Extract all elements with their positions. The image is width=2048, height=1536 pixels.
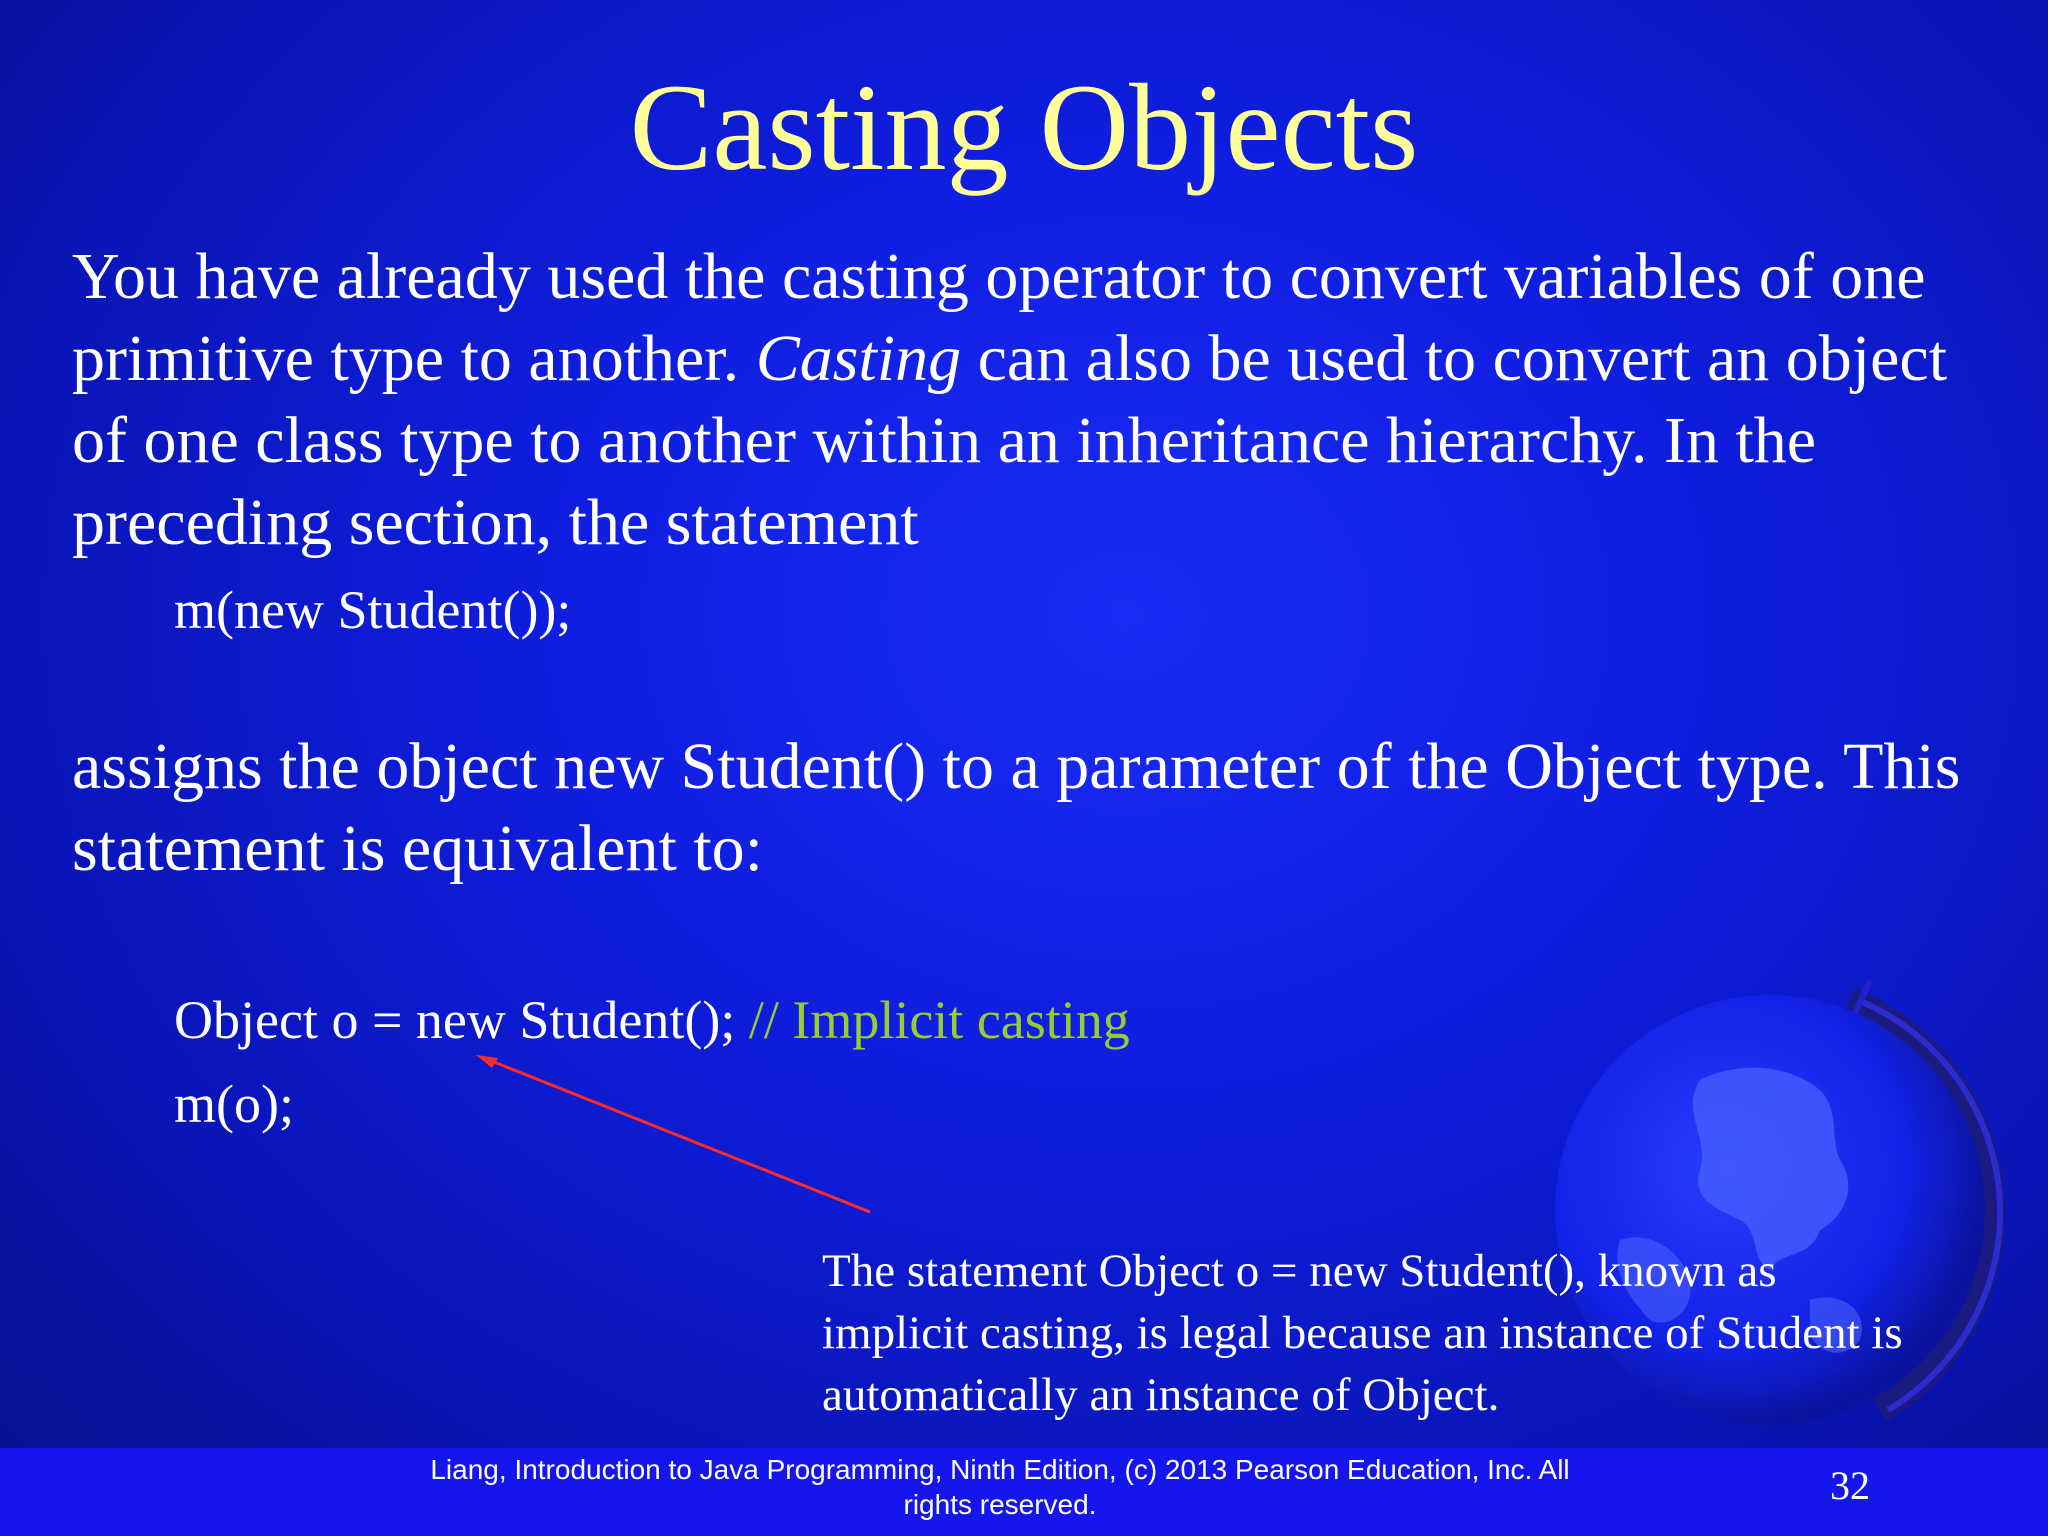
page-number: 32 bbox=[1830, 1463, 1870, 1508]
code-call-statement: m(new Student()); bbox=[174, 580, 572, 640]
intro-emphasis: Casting bbox=[755, 322, 962, 395]
slide-title: Casting Objects bbox=[629, 59, 1419, 196]
explanation-paragraph: assigns the object new Student() to a parameter of the Object type. This statement is equivalent to: bbox=[72, 730, 1961, 885]
code-comment: // Implicit casting bbox=[748, 990, 1130, 1050]
annotation-note: The statement Object o = new Student(), known as implicit casting, is legal because an instance of Student is automatically an instance of Object. bbox=[822, 1245, 1903, 1421]
code-method-call: m(o); bbox=[174, 1074, 294, 1134]
intro-text-start: You have already used the casting operator to convert variables of one primitive type to another. bbox=[72, 240, 1926, 395]
code-assignment: Object o = new Student(); bbox=[174, 990, 749, 1050]
footer-copyright: Liang, Introduction to Java Programming, Ninth Edition, (c) 2013 Pearson Education, Inc. All rights reserved. bbox=[430, 1454, 1570, 1520]
intro-text-end: can also be used to convert an object of one class type to another within an inheritance hierarchy. In the preceding section, the statement bbox=[72, 322, 1948, 559]
